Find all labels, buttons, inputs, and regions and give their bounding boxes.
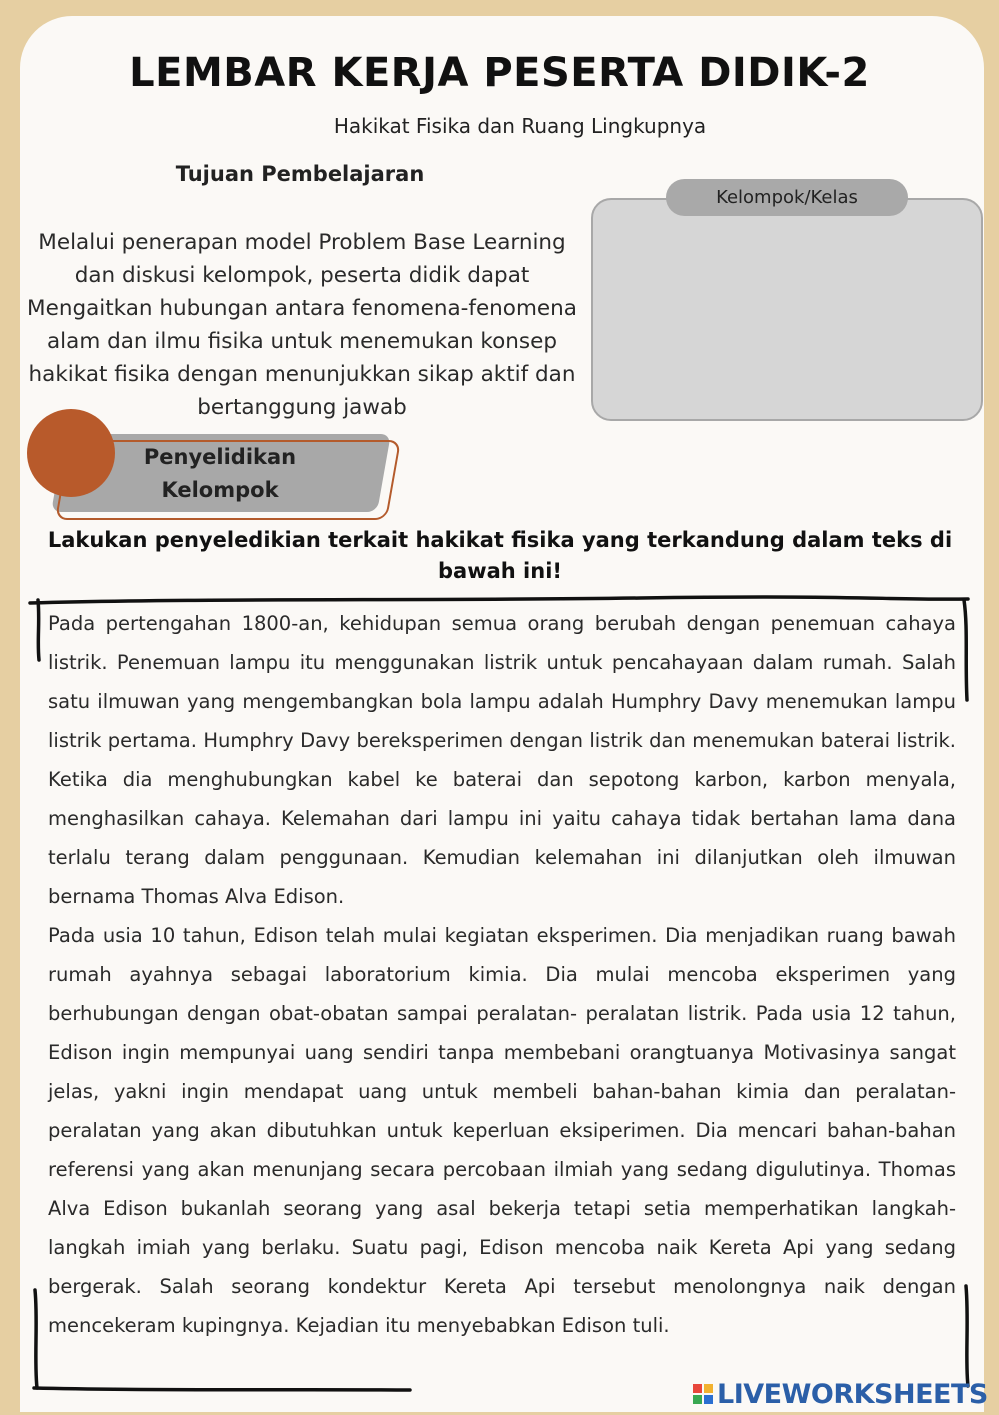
objective-heading: Tujuan Pembelajaran: [175, 162, 425, 186]
reading-passage: [48, 604, 956, 1345]
frame-top-line: [30, 597, 968, 603]
page-title: LEMBAR KERJA PESERTA DIDIK-2: [129, 50, 870, 96]
objective-text: Melalui penerapan model Problem Base Learning dan diskusi kelompok, peserta didik dapat Mengaitkan hubungan antara fenomena-fenomena alam dan ilmu fisika untuk menemukan konsep hakikat fisika dengan menunjukkan sikap aktif dan bertanggung jawab: [27, 230, 577, 420]
frame-left-bottom-line: [35, 1290, 37, 1388]
page-subtitle: Hakikat Fisika dan Ruang Lingkupnya: [333, 114, 707, 138]
liveworksheets-logo: [693, 1376, 988, 1412]
passage-paragraph: Pada pertengahan 1800-an, kehidupan semua orang berubah dengan penemuan cahaya listrik. Penemuan lampu itu menggunakan listrik untuk pencahayaan dalam rumah. Salah satu ilmuwan yang mengembangkan bola lampu adalah Humphry Davy menemukan lampu listrik pertama. Humphry Davy bereksperimen dengan listrik dan menemukan baterai listrik. Ketika dia menghubungkan kabel ke baterai dan sepotong karbon, karbon menyala, menghasilkan cahaya. Kelemahan dari lampu ini yaitu cahaya tidak bertahan lama dana terlalu terang dalam penggunaan. Kemudian kelemahan ini dilanjutkan oleh ilmuwan bernama Thomas Alva Edison.: [48, 612, 956, 908]
investigation-instruction: Lakukan penyeledikian terkait hakikat fisika yang terkandung dalam teks di bawah ini!: [47, 528, 953, 583]
group-class-label: Kelompok/Kelas: [666, 179, 908, 216]
frame-right-bottom-line: [966, 1286, 968, 1386]
frame-left-top-line: [38, 600, 39, 660]
frame-bottom-line: [34, 1388, 410, 1390]
frame-right-top-line: [964, 600, 967, 700]
investigation-label: Penyelidikan Kelompok: [143, 445, 297, 502]
passage-paragraph: Pada usia 10 tahun, Edison telah mulai kegiatan eksperimen. Dia menjadikan ruang bawah rumah ayahnya sebagai laboratorium kimia. Dia mulai mencoba eksperimen yang berhubungan dengan obat-obatan sampai peralatan- peralatan listrik. Pada usia 12 tahun, Edison ingin mempunyai uang sendiri tanpa membebani orangtuanya Motivasinya sangat jelas, yakni ingin mendapat uang untuk membeli bahan-bahan kimia dan peralatan-peralatan yang akan dibutuhkan untuk keperluan eksiperimen. Dia mencari bahan-bahan referensi yang akan menunjang secara percobaan ilmiah yang sedang digulutinya. Thomas Alva Edison bukanlah seorang yang asal bekerja tetapi setia memperhatikan langkah- langkah imiah yang berlaku. Suatu pagi, Edison mencoba naik Kereta Api yang sedang bergerak. Salah seorang kondektur Kereta Api tersebut menolongnya naik dengan mencekeram kupingnya. Kejadian itu menyebabkan Edison tuli.: [48, 924, 956, 1337]
liveworksheets-logo-icon: [693, 1384, 713, 1404]
liveworksheets-logo-text: LIVEWORKSHEETS: [717, 1378, 988, 1410]
